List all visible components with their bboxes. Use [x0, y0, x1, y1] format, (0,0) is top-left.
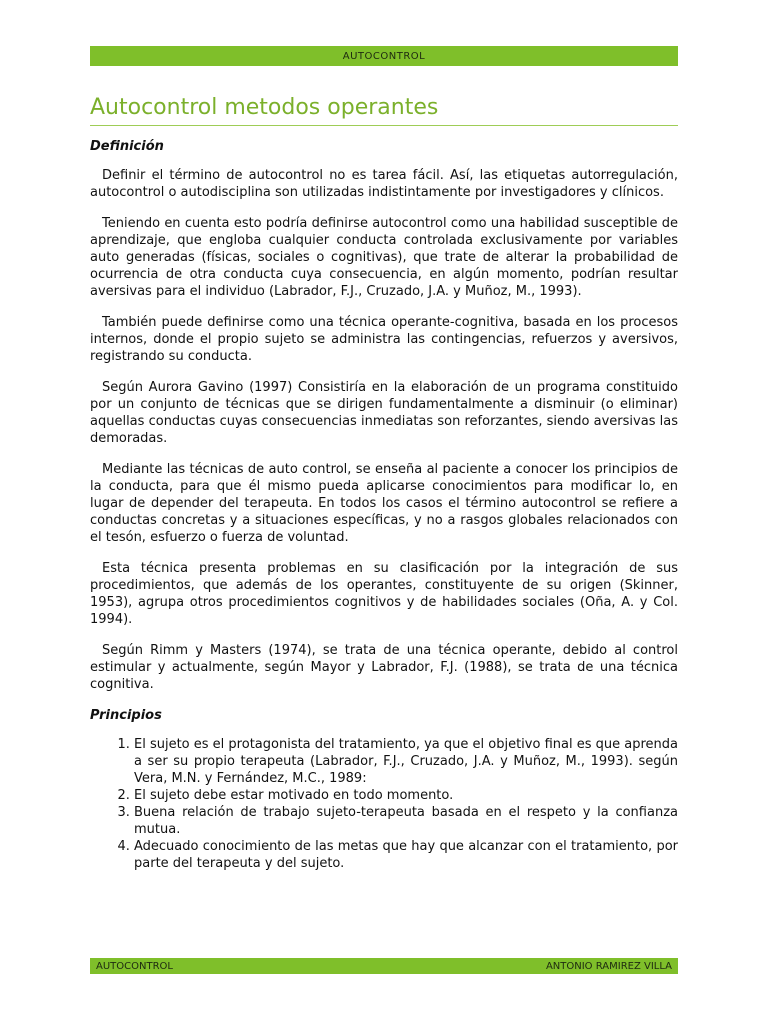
paragraph: Según Aurora Gavino (1997) Consistiría en la elaboración de un programa constituido por un conjunto de técnicas que se dirigen fundamentalmente a disminuir (o eliminar) aquellas conductas cuyas consecuencias inmediatas son reforzantes, siendo aversivas las demoradas. [90, 380, 678, 446]
list-item: 1. El sujeto es el protagonista del tratamiento, ya que el objetivo final es que aprenda a ser su propio terapeuta (Labrador, F.J., Cruzado, J.A. y Muñoz, M., 1993). según Vera, M.N. y Fernández, M.C., 1989: [134, 736, 678, 787]
section-heading-principios: Principios [90, 708, 162, 723]
principles-list [90, 736, 678, 872]
paragraph: Teniendo en cuenta esto podría definirse autocontrol como una habilidad susceptible de aprendizaje, que engloba cualquier conducta controlada exclusivamente por variables auto generadas (físicas, sociales o cognitivas), que trate de alterar la probabilidad de ocurrencia de otra conducta cuya consecuencia, en algún momento, podrían resultar aversivas para el individuo (Labrador, F.J., Cruzado, J.A. y Muñoz, M., 1993). [90, 216, 678, 299]
header-band-text: AUTOCONTROL [342, 50, 426, 62]
document-body [90, 134, 678, 872]
footer-band [90, 958, 678, 974]
paragraph: Según Rimm y Masters (1974), se trata de una técnica operante, debido al control estimular y actualmente, según Mayor y Labrador, F.J. (1988), se trata de una técnica cognitiva. [90, 643, 678, 692]
paragraph: Esta técnica presenta problemas en su clasificación por la integración de sus procedimientos, que además de los operantes, constituyente de su origen (Skinner, 1953), agrupa otros procedimientos cognitivos y de habilidades sociales (Oña, A. y Col. 1994). [90, 561, 678, 627]
paragraph: Definir el término de autocontrol no es tarea fácil. Así, las etiquetas autorregulación, autocontrol o autodisciplina son utilizadas indistintamente por investigadores y clínicos. [90, 168, 678, 200]
title-divider [90, 125, 678, 126]
list-item: 4. Adecuado conocimiento de las metas que hay que alcanzar con el tratamiento, por parte del terapeuta y del sujeto. [134, 838, 678, 872]
paragraph: Mediante las técnicas de auto control, se enseña al paciente a conocer los principios de la conducta, para que él mismo pueda aplicarse conocimientos para modificar lo, en lugar de depender del terapeuta. En todos los casos el término autocontrol se refiere a conductas concretas y a situaciones específicas, y no a rasgos globales relacionados con el tesón, esfuerzo o fuerza de voluntad. [90, 462, 678, 545]
footer-author: ANTONIO RAMIREZ VILLA [545, 960, 672, 972]
header-band [90, 46, 678, 66]
list-item: 3. Buena relación de trabajo sujeto-terapeuta basada en el respeto y la confianza mutua. [134, 804, 678, 838]
section-heading-definicion: Definición [90, 139, 164, 154]
footer-left-text: AUTOCONTROL [96, 960, 173, 972]
paragraph: También puede definirse como una técnica operante-cognitiva, basada en los procesos internos, donde el propio sujeto se administra las contingencias, refuerzos y aversivos, registrando su conducta. [90, 315, 678, 364]
page-title: Autocontrol metodos operantes [90, 95, 439, 120]
list-item: 2. El sujeto debe estar motivado en todo momento. [134, 787, 678, 804]
